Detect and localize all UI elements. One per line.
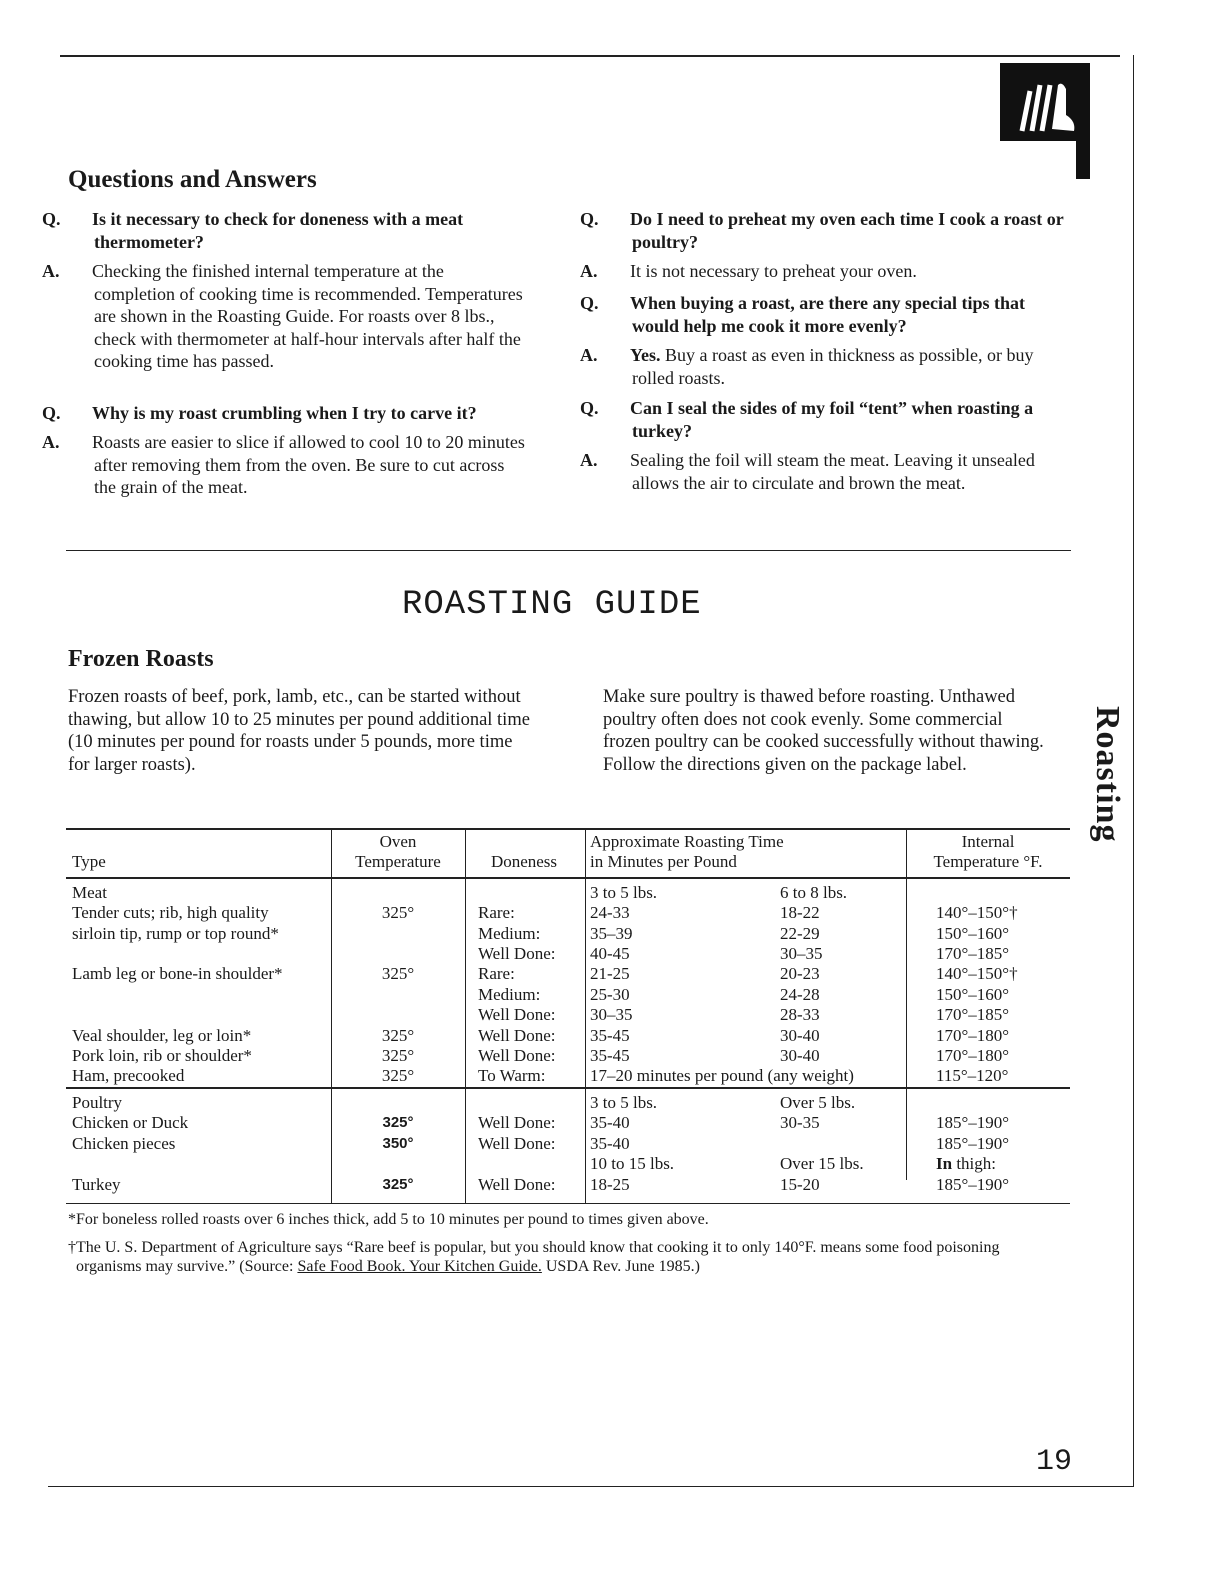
bottom-rule (48, 1486, 1134, 1487)
cell-type: Ham, precooked (72, 1066, 185, 1086)
cell-doneness (464, 878, 584, 903)
cell-doneness: Rare: (478, 903, 515, 923)
col-rule-3 (585, 828, 586, 1204)
question-text: Is it necessary to check for doneness with a meat thermometer? (92, 209, 464, 252)
header-internal-line2: Temperature °F. (933, 852, 1043, 872)
meat-rows (66, 878, 1070, 1088)
cell-oven-temp: 350° (382, 1134, 414, 1152)
cell-oven-temp: 325° (382, 1114, 414, 1132)
cell-time-small: 30–35 (590, 1005, 633, 1025)
cell-type: Veal shoulder, leg or loin* (72, 1025, 252, 1045)
cell-doneness: Well Done: (478, 1046, 556, 1066)
q-label: Q. (580, 209, 599, 229)
cell-doneness: Well Done: (478, 944, 556, 964)
cell-time-large: 24-28 (780, 984, 820, 1004)
internal-lead: In (936, 1154, 953, 1174)
header-time-line2: in Minutes per Pound (590, 852, 737, 872)
cell-time-small: 25-30 (590, 984, 630, 1004)
cell-time-large: 18-22 (780, 903, 820, 923)
header-time-line1: Approximate Roasting Time (590, 832, 784, 851)
cell-time-large: 30–35 (780, 944, 823, 964)
a-label: A. (580, 450, 598, 470)
cell-internal-temp (906, 944, 1070, 964)
cell-internal-temp (906, 1154, 1070, 1174)
cell-oven-temp: 325° (381, 1025, 415, 1045)
cell-time-small: 35–39 (590, 923, 633, 943)
a-label: A. (42, 261, 60, 281)
internal-value: 170°–185° (936, 944, 1010, 964)
footnote-dagger-text: †The U. S. Department of Agriculture says “Rare beef is popular, but you should know that cooking it to only 140°F. means some food poisoning organisms may survive.” (Source: (68, 1239, 1000, 1275)
table-row (66, 1154, 1070, 1174)
cell-time-small: 35-40 (590, 1133, 630, 1153)
cell-type: Tender cuts; rib, high quality (72, 903, 269, 923)
internal-value: 150°–160° (936, 923, 1010, 943)
cell-doneness: Rare: (478, 964, 515, 984)
col-rule-2 (465, 828, 466, 1204)
cell-time-small: 3 to 5 lbs. (590, 1092, 658, 1112)
qa-title: Questions and Answers (68, 166, 317, 193)
qa-left-2 (42, 402, 528, 499)
hand-pointing-icon (1000, 55, 1092, 179)
side-tab-roasting: Roasting (1089, 706, 1126, 843)
internal-value: 170°–180° (936, 1025, 1010, 1045)
header-doneness: Doneness (490, 852, 558, 872)
col-rule-4 (906, 828, 907, 1180)
cell-doneness: Medium: (478, 984, 541, 1004)
cell-time-large: 28-33 (780, 1005, 820, 1025)
cell-time-large (774, 1134, 906, 1154)
cell-oven-temp (332, 878, 464, 903)
cell-type: Poultry (72, 1092, 123, 1112)
q-label: Q. (42, 209, 61, 229)
right-margin-rule (1133, 55, 1134, 1487)
cell-time-small: 18-25 (590, 1174, 630, 1194)
section-divider (66, 550, 1071, 551)
table-bottom-rule (66, 1203, 1070, 1204)
cell-time-small: 35-40 (590, 1113, 630, 1133)
internal-value: 185°–190° (936, 1113, 1010, 1133)
question-text: When buying a roast, are there any special tips that would help me cook it more evenly? (630, 293, 1026, 336)
cell-internal-temp (906, 1175, 1070, 1195)
cell-oven-temp (332, 944, 464, 964)
cell-time-large: 30-35 (780, 1113, 820, 1133)
cell-doneness (464, 1088, 584, 1113)
answer-text: Checking the finished internal temperature at the completion of cooking time is recommended. Temperatures are shown in the Roasting Guide. For roasts over 8 lbs., check with thermometer at half-hour intervals after half the cooking time has passed. (92, 261, 523, 371)
table-row (66, 1046, 1070, 1066)
table-row (66, 1026, 1070, 1046)
cell-time-small: 10 to 15 lbs. (590, 1154, 675, 1174)
cell-type (66, 985, 332, 1005)
cell-time-small: 21-25 (590, 964, 630, 984)
cell-internal-temp (906, 1066, 1070, 1087)
internal-value: thigh: (956, 1154, 996, 1174)
col-rule-1 (331, 828, 332, 1204)
cell-type (66, 1154, 332, 1174)
cell-internal-temp (906, 964, 1070, 984)
page-number: 19 (1036, 1445, 1073, 1479)
cell-type: Meat (72, 882, 107, 902)
table-row (66, 1005, 1070, 1025)
cell-internal-temp (906, 1026, 1070, 1046)
cell-internal-temp (906, 903, 1070, 923)
a-label: A. (580, 261, 598, 281)
question-text: Why is my roast crumbling when I try to carve it? (92, 403, 477, 423)
internal-value: 140°–150°† (936, 964, 1018, 984)
internal-value: 140°–150°† (936, 903, 1018, 923)
top-rule (60, 55, 1120, 57)
table-row (66, 924, 1070, 944)
poultry-thaw-paragraph: Make sure poultry is thawed before roasting. Unthawed poultry often does not cook evenly. Some commercial frozen poultry can be cooked successfully without thawing. Follow the directions given on the package label. (603, 687, 1044, 775)
header-type: Type (72, 852, 106, 872)
footnote-dagger (68, 1238, 1066, 1276)
cell-doneness: Medium: (478, 923, 541, 943)
cell-time-large: Over 15 lbs. (780, 1154, 864, 1174)
cell-time-any-weight: 17–20 minutes per pound (any weight) (590, 1066, 854, 1086)
table-row (66, 985, 1070, 1005)
header-internal-line1: Internal (961, 832, 1015, 851)
cell-type (66, 944, 332, 964)
header-internal (906, 828, 1070, 878)
cell-type: Chicken pieces (72, 1133, 176, 1153)
cell-internal-temp (906, 924, 1070, 944)
cell-time-large: 30-40 (780, 1046, 820, 1066)
cell-doneness: Well Done: (478, 1133, 556, 1153)
cell-doneness: Well Done: (478, 1025, 556, 1045)
frozen-roasts-heading: Frozen Roasts (68, 646, 214, 672)
qa-right-1 (580, 208, 1076, 283)
cell-time-large: Over 5 lbs. (780, 1092, 856, 1112)
q-label: Q. (580, 398, 599, 418)
answer-text: It is not necessary to preheat your oven. (630, 261, 917, 281)
qa-left-1 (42, 208, 528, 373)
cell-doneness: Well Done: (478, 1113, 556, 1133)
poultry-rows (66, 1088, 1070, 1195)
table-row (66, 1066, 1070, 1087)
frozen-roasts-paragraph: Frozen roasts of beef, pork, lamb, etc., can be started without thawing, but allow 10 to 25 minutes per pound additional time (10 minutes per pound for roasts under 5 pounds, more time for larger roasts). (68, 687, 530, 775)
cell-oven-temp (332, 924, 464, 944)
cell-time-small: 3 to 5 lbs. (590, 882, 658, 902)
footnote-source-title: Safe Food Book. Your Kitchen Guide. (297, 1258, 542, 1275)
cell-oven-temp: 325° (381, 903, 415, 923)
header-oven (332, 828, 464, 878)
table-row (66, 1113, 1070, 1133)
cell-oven-temp (332, 985, 464, 1005)
cell-time-large: 20-23 (780, 964, 820, 984)
cell-time-large: 22-29 (780, 923, 820, 943)
cell-oven-temp (332, 1005, 464, 1025)
cell-time-large: 30-40 (780, 1025, 820, 1045)
cell-type: sirloin tip, rump or top round* (72, 923, 279, 943)
table-row (66, 1088, 1070, 1113)
qa-right-3 (580, 397, 1076, 494)
table-row (66, 964, 1070, 984)
cell-doneness (464, 1154, 584, 1174)
a-label: A. (580, 345, 598, 365)
table-row (66, 1175, 1070, 1195)
internal-value: 185°–190° (936, 1174, 1010, 1194)
cell-type: Lamb leg or bone-in shoulder* (72, 964, 283, 984)
q-label: Q. (580, 293, 599, 313)
table-header-row (66, 828, 1070, 878)
cell-internal-temp (906, 985, 1070, 1005)
cell-doneness: Well Done: (478, 1005, 556, 1025)
cell-internal-temp (906, 1113, 1070, 1133)
cell-oven-temp: 325° (382, 1175, 414, 1193)
cell-time-small: 35-45 (590, 1046, 630, 1066)
question-text: Can I seal the sides of my foil “tent” when roasting a turkey? (630, 398, 1034, 441)
cell-type: Turkey (72, 1174, 121, 1194)
internal-value: 150°–160° (936, 984, 1010, 1004)
cell-oven-temp: 325° (381, 1066, 415, 1086)
header-oven-line1: Oven (379, 832, 417, 851)
internal-value: 170°–180° (936, 1046, 1010, 1066)
cell-internal-temp (906, 1088, 1070, 1113)
cell-doneness: To Warm: (478, 1066, 546, 1086)
footnote-dagger-end: USDA Rev. June 1985.) (541, 1258, 700, 1275)
q-label: Q. (42, 403, 61, 423)
internal-value: 185°–190° (936, 1133, 1010, 1153)
question-text: Do I need to preheat my oven each time I cook a roast or poultry? (630, 209, 1064, 252)
answer-text: Sealing the foil will steam the meat. Leaving it unsealed allows the air to circulate and brown the meat. (630, 450, 1035, 493)
cell-time-small: 40-45 (590, 944, 630, 964)
table-row (66, 878, 1070, 903)
cell-oven-temp: 325° (381, 964, 415, 984)
header-oven-line2: Temperature (355, 852, 441, 872)
cell-internal-temp (906, 1046, 1070, 1066)
a-label: A. (42, 432, 60, 452)
internal-value: 115°–120° (936, 1066, 1009, 1086)
table-row (66, 903, 1070, 923)
cell-time-small: 24-33 (590, 903, 630, 923)
cell-oven-temp (332, 1154, 464, 1174)
roasting-guide-title: ROASTING GUIDE (402, 586, 702, 624)
cell-doneness: Well Done: (478, 1174, 556, 1194)
cell-time-small: 35-45 (590, 1025, 630, 1045)
cell-internal-temp (906, 878, 1070, 903)
cell-oven-temp: 325° (381, 1046, 415, 1066)
answer-text: Roasts are easier to slice if allowed to cool 10 to 20 minutes after removing them from the oven. Be sure to cut across the grain of the meat. (92, 432, 525, 497)
roasting-table (66, 828, 1070, 1195)
answer-lead: Yes. (630, 345, 661, 365)
cell-time-large: 6 to 8 lbs. (780, 882, 848, 902)
cell-type: Pork loin, rib or shoulder* (72, 1046, 252, 1066)
table-row (66, 1134, 1070, 1154)
table-row (66, 944, 1070, 964)
cell-internal-temp (906, 1134, 1070, 1154)
answer-text: Buy a roast as even in thickness as possible, or buy rolled roasts. (632, 345, 1034, 388)
cell-time-large: 15-20 (780, 1174, 820, 1194)
cell-type (66, 1005, 332, 1025)
internal-value: 170°–185° (936, 1005, 1010, 1025)
cell-internal-temp (906, 1005, 1070, 1025)
qa-right-2 (580, 292, 1076, 389)
cell-type: Chicken or Duck (72, 1113, 189, 1133)
footnote-star: *For boneless rolled roasts over 6 inches thick, add 5 to 10 minutes per pound to times given above. (68, 1211, 709, 1228)
cell-oven-temp (332, 1088, 464, 1113)
header-time (584, 828, 906, 878)
